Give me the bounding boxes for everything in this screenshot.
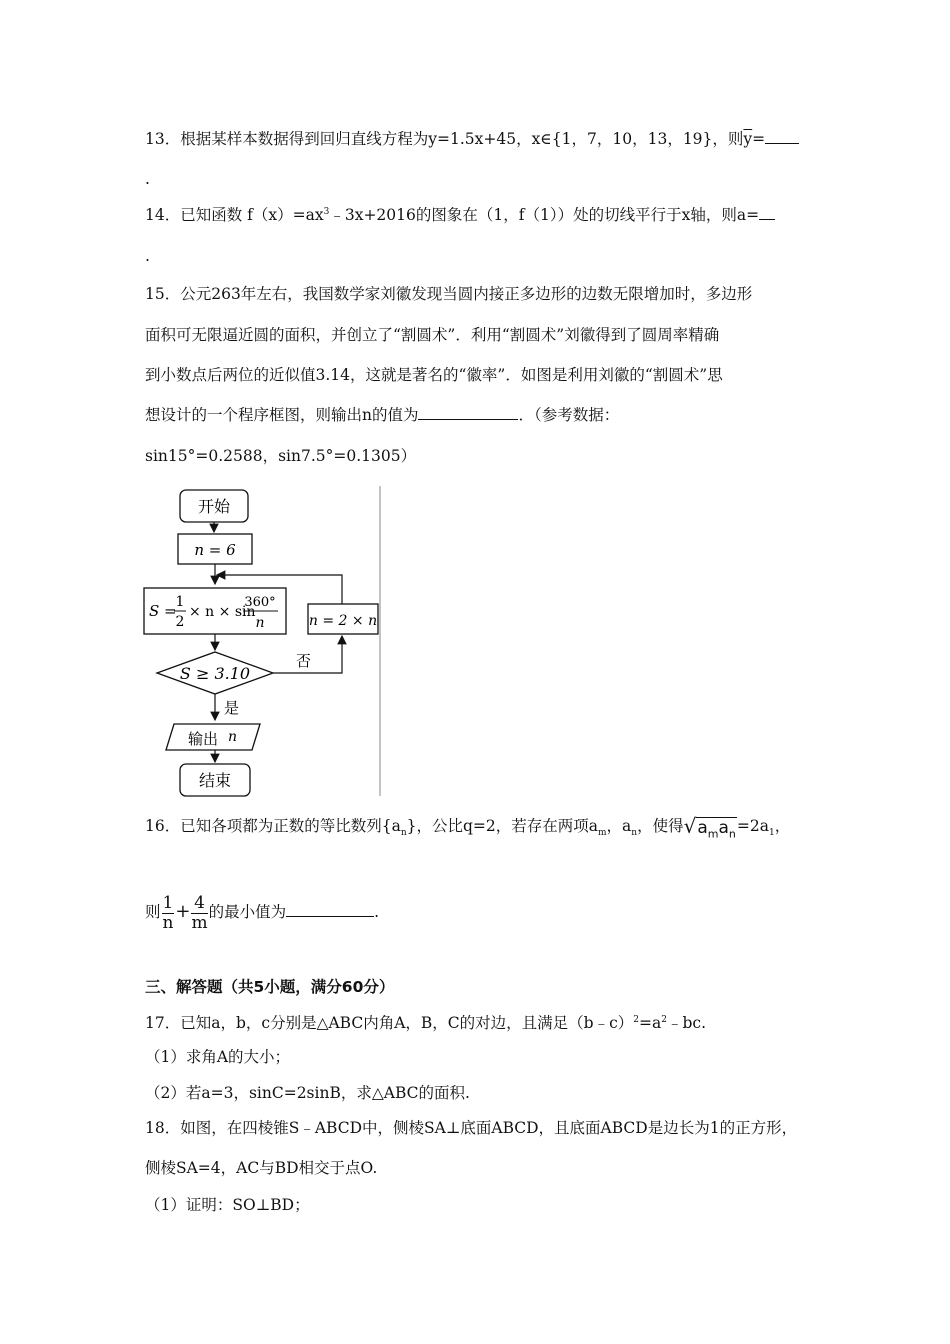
question-16-line-2 (145, 892, 379, 933)
q16-text-e: =2a (736, 817, 769, 835)
sqrt-a-n: a (718, 818, 729, 838)
question-15-line-3: 到小数点后两位的近似值3.14，这就是著名的“徽率”．如图是利用刘徽的“割圆术”思 (145, 366, 723, 384)
output-var: n (228, 729, 238, 745)
q16-text-d: ，使得 (637, 817, 684, 835)
start-label: 开始 (197, 497, 231, 516)
q16-then: 则 (145, 903, 161, 921)
formula-half-den: 2 (175, 614, 185, 630)
q16-min-text: 的最小值为 (208, 903, 287, 921)
formula-s: S = (149, 602, 177, 620)
answer-blank-15 (418, 405, 518, 420)
plus-sign: + (175, 901, 191, 922)
question-14-text-a: 14．已知函数 f（x）=ax (145, 206, 324, 224)
question-18-part-1: （1）证明：SO⊥BD； (145, 1196, 310, 1214)
fraction-4-over-m (191, 894, 207, 933)
q16-text-b: }，公比q=2，若存在两项a (406, 817, 598, 835)
question-17-line-1 (145, 1012, 706, 1034)
no-label: 否 (296, 652, 312, 670)
question-15-line-5: sin15°=0.2588，sin7.5°=0.1305） (145, 447, 417, 465)
question-14-text-b: ﹣3x+2016的图象在（1，f（1））处的切线平行于x轴，则a= (329, 206, 760, 224)
question-16-line-1 (145, 815, 790, 839)
q17-text-a: 17．已知a，b，c分别是△ABC内角A，B，C的对边，且满足（b﹣c） (145, 1014, 634, 1032)
q16-sub-n: n (400, 828, 407, 839)
q17-sup-1: 2 (633, 1014, 640, 1025)
q17-text-c: ﹣bc. (666, 1014, 707, 1032)
formula-angle-den: n (255, 615, 265, 631)
y-bar-symbol: $\overline{y}$ (743, 130, 753, 148)
q16-sub-n2: n (631, 828, 638, 839)
q16-sub-1: 1 (769, 828, 775, 839)
formula-half-num: 1 (175, 594, 185, 610)
q16-text-a: 16．已知各项都为正数的等比数列{a (145, 817, 401, 835)
answer-blank-13 (765, 129, 799, 144)
q17-text-b: =a (639, 1014, 662, 1032)
fraction-1-over-n (162, 894, 175, 933)
question-17-part-2: （2）若a=3，sinC=2sinB，求△ABC的面积. (145, 1084, 470, 1102)
question-18-line-1: 18．如图，在四棱锥S﹣ABCD中，侧棱SA⊥底面ABCD，且底面ABCD是边长为1的正方形， (145, 1119, 798, 1137)
yes-label: 是 (224, 699, 240, 717)
sqrt-expression: $√a_ma_n$ (683, 814, 736, 841)
q16-text-f: ， (774, 817, 791, 835)
q16-end: . (374, 903, 380, 921)
init-label: n = 6 (194, 541, 236, 559)
frac2-den: m (191, 912, 208, 933)
update-label: n = 2 × n (308, 613, 378, 629)
q17-sup-2: 2 (661, 1014, 667, 1025)
sqrt-sub-m: m (707, 827, 719, 841)
decision-label: S ≥ 3.10 (179, 664, 251, 683)
section-3-heading: 三、解答题（共5小题，满分60分） (145, 978, 395, 996)
question-18-line-2: 侧棱SA=4，AC与BD相交于点O. (145, 1159, 378, 1177)
frac1-num: 1 (162, 892, 174, 913)
end-label: 结束 (198, 771, 232, 790)
question-13-text: 13．根据某样本数据得到回归直线方程为y=1.5x+45，x∈{1，7，10，13，19}，则 (145, 130, 744, 148)
question-13 (145, 128, 799, 150)
q16-text-c: ，a (606, 817, 632, 835)
answer-blank-16 (286, 902, 374, 917)
answer-blank-14 (759, 205, 775, 220)
sqrt-sub-n: n (728, 827, 736, 841)
output-label: 输出 (188, 730, 219, 748)
question-15-line-2: 面积可无限逼近圆的面积，并创立了“割圆术”．利用“割圆术”刘徽得到了圆周率精确 (145, 326, 720, 344)
question-13-period: . (145, 170, 150, 188)
equals-sign: = (752, 130, 766, 148)
flowchart (140, 484, 390, 804)
exponent-3: 3 (323, 206, 330, 217)
question-14 (145, 204, 775, 226)
sqrt-a-m: a (697, 818, 708, 838)
question-15-line-1: 15．公元263年左右，我国数学家刘徽发现当圆内接正多边形的边数无限增加时，多边形 (145, 285, 753, 303)
frac2-num: 4 (191, 894, 207, 914)
reference-data-label: ．（参考数据： (518, 406, 620, 424)
frac1-den: n (162, 912, 174, 933)
formula-mid: × n × sin (189, 604, 256, 620)
question-15-line-4 (145, 404, 619, 426)
question-14-period: . (145, 247, 150, 265)
q16-sub-m: m (598, 828, 607, 839)
question-15-text: 想设计的一个程序框图，则输出n的值为 (145, 406, 419, 424)
formula-angle-num: 360° (244, 595, 276, 610)
question-17-part-1: （1）求角A的大小； (145, 1048, 291, 1066)
